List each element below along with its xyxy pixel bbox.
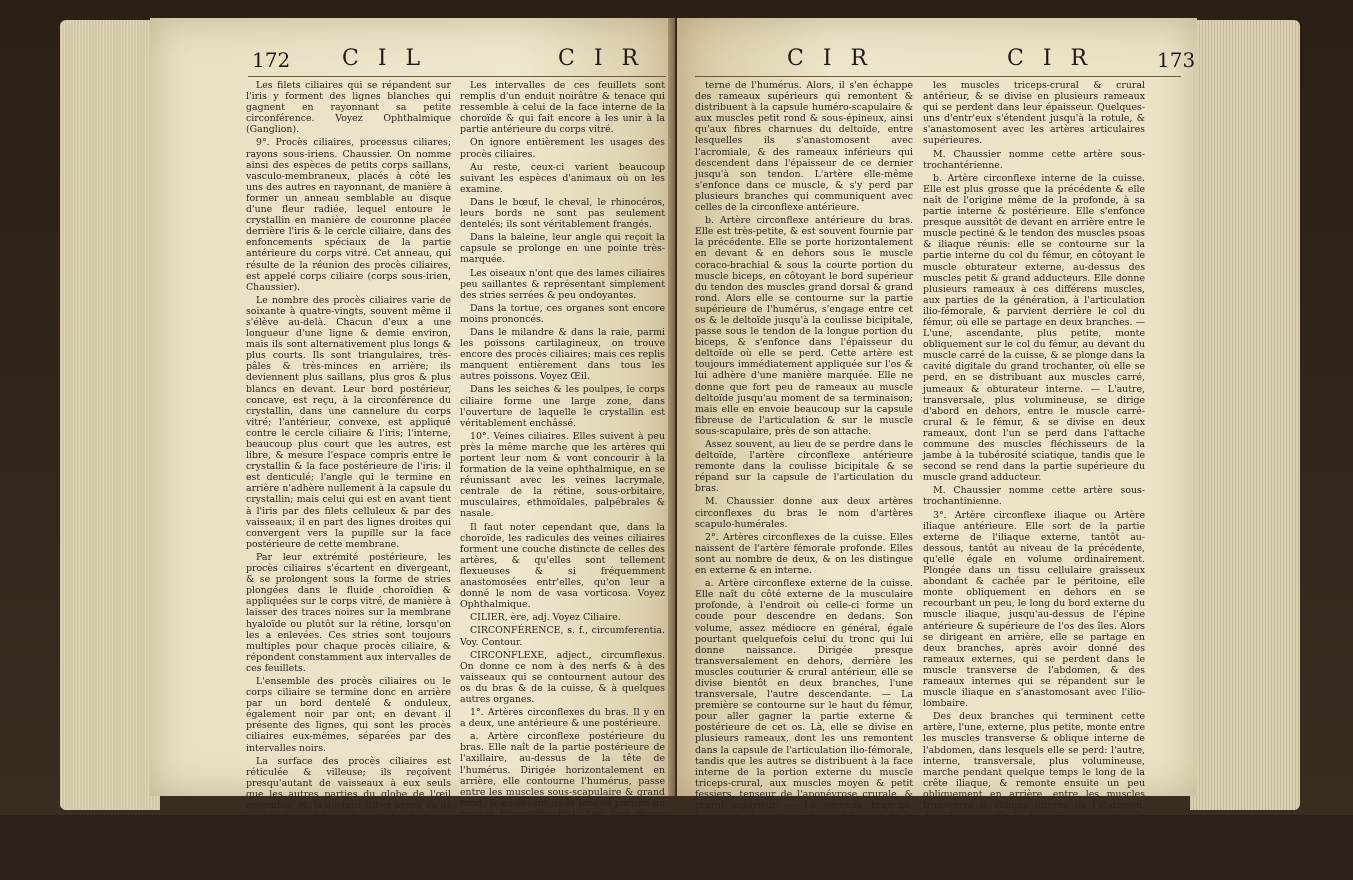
paragraph: b. Artère circonflexe antérieure du bras. Elle est très-petite, & est souvent fournie par la précédente. Elle se porte horizontalement en devant & en dehors sous le muscle coraco-brachial & sous la courte portion du muscle biceps, en côtoyant le bord supérieur du tendon des muscles grand dorsal & grand rond. Alors elle se contourne sur la partie supérieure de l'humérus, s'engage entre cet os & le deltoïde jusqu'à la coulisse bicipitale, passe sous le tendon de la longue portion du biceps, & s'enfonce dans l'épaisseur du deltoïde où elle se perd. Cette artère est toujours immédiatement appliquée sur l'os & lui adhère d'une manière marquée. Elle ne donne que fort peu de rameaux au muscle deltoïde jusqu'au moment de sa terminaison; mais elle en envoie beaucoup sur la capsule fibreuse de l'articulation & sur le muscle sous-scapulaire, près de son attache. [695,215,913,437]
paragraph: Dans les seiches & les poulpes, le corps ciliaire forme une large zone, dans l'ouverture de laquelle le crystallin est véritablement enchâssé. [460,384,665,429]
paragraph: M. Chaussier nomme cette artère sous-trochantinienne. [923,485,1145,508]
paragraph: Les intervalles de ces feuillets sont remplis d'un enduit noirâtre & tenace qui ressemble à celui de la face interne de la choroïde & qui fait encore à les unir à la partie antérieure du corps vitré. [460,80,665,136]
paragraph: b. Artère circonflexe interne de la cuisse. Elle est plus grosse que la précédente & elle naît de l'origine même de la profonde, à sa partie interne & postérieure. Elle s'enfonce presque aussitôt de devant en arrière entre le muscle pectiné & le tendon des muscles psoas & iliaque réunis: elle se contourne sur la partie interne du col du fémur, en côtoyant le muscle obturateur externe, au-dessus des muscles petit & grand adducteurs. Elle donne plusieurs rameaux à ces différens muscles, aux parties de la génération, à l'articulation ilio-fémorale, & parvient derrière le col du fémur, où elle se partage en deux branches. — L'une, ascendante, plus petite, monte obliquement sur le col du fémur, au devant du muscle carré de la cuisse, & se plonge dans la cavité digitale du grand trochanter, où elle se perd, en se distribuant aux muscles carré, jumeaux & obturateur interne. — L'autre, transversale, plus volumineuse, se dirige d'abord en dehors, entre le muscle carré-crural & le fémur, & se divise en deux rameaux, dont l'un se perd dans l'attache commune des muscles fléchisseurs de la jambe à la tubérosité sciatique, tandis que le second se rend dans la partie supérieure du muscle grand adducteur. [923,172,1145,484]
paragraph: terne de l'humérus. Alors, il s'en échappe des rameaux supérieurs qui remontent & distribuent à la capsule huméro-scapulaire & aux muscles petit rond & sous-épineux, ainsi qu'aux fibres charnues du deltoïde, entre lesquelles ils s'anastomosent avec l'acromiale, & des rameaux inférieurs qui descendent dans l'épaisseur de ce dernier jusqu'à son tendon. L'artère elle-même s'enfonce dans ce muscle, & s'y perd par plusieurs branches qui communiquent avec celles de la circonflexe antérieure. [695,80,913,214]
right-page [677,18,1197,834]
paragraph: On ignore entièrement les usages des procès ciliaires. [460,137,665,160]
paragraph: M. Chaussier nomme cette artère sous-trochantérienne. [923,148,1145,171]
running-head: C I R [787,46,874,71]
running-head: C I L [342,46,427,71]
header-rule [695,76,1181,77]
paragraph: Au reste, ceux-ci varient beaucoup suivant les espèces d'animaux où on les examine. [460,161,665,195]
paragraph: a. Artère circonflexe postérieure du bras. Elle naît de la partie postérieure de l'axillaire, au-dessus de la tête de l'humérus. Dirigée horizontalement en arrière, elle contourne l'humérus, passe entre les muscles sous-scapulaire & grand rond, & au-devant de la longue portion du muscle triceps-brachial. Elle leur donne quelques rameaux, puis elle s'enfonce sous le deltoïde, & parvient à la partie antérieure & ex- [460,731,665,854]
header-rule [248,76,666,77]
text-column [460,80,665,854]
text-column [246,80,451,880]
paragraph: CIRCONFLEXE, adject., circumflexus. On donne ce nom à des nerfs & à des vaisseaux qui se contournent autour des os du bras & de la cuisse, & à quelques autres organes. [460,649,665,705]
paragraph: Il faut noter cependant que, dans la choroïde, les radicules des veines ciliaires forment une couche distincte de celles des artères, & qu'elles sont tellement flexueuses & si fréquemment anastomosées entr'elles, qu'on leur a donné le nom de vasa vorticosa. Voyez Ophthalmique. [460,521,665,611]
paragraph: 1°. Artères circonflexes du bras. Il y en a deux, une antérieure & une postérieure. [460,707,665,730]
paragraph: 9°. Procès ciliaires, processus ciliares; rayons sous-iriens. Chaussier. On nomme ainsi des espèces de petits corps saillans, vasculo-membraneux, placés à côté les uns des autres en rayonnant, de manière à former un anneau semblable au disque d'une fleur radiée, lequel entoure le crystallin en manière de couronne placée derrière l'iris & le cercle ciliaire, dans des enfoncements spéciaux de la partie antérieure du corps vitré. Cet anneau, qui résulte de la réunion des procès ciliaires, est appelé corps ciliaire (corps sous-irien, Chaussier). [246,137,451,293]
paragraph: CILIER, ère, adj. Voyez Ciliaire. [470,612,621,624]
text-column [695,80,913,834]
paragraph: M. Chaussier donne aux deux artères circonflexes du bras le nom d'artères scapulo-humérales. [695,496,913,530]
paragraph: Dans la tortue, ces organes sont encore moins prononcés. [460,302,665,325]
paragraph: CIRCONFÉRENCE, s. f., circumferentia. Voy. Contour. [460,625,665,648]
paragraph: On n'y a point encore découvert de vaisseaux lymphatiques. [246,857,451,880]
page-edges-left [60,20,160,810]
page-number: 173 [1157,48,1196,72]
page-edges-right [1190,20,1300,810]
paragraph: Les filets ciliaires qui se répandent sur l'iris y forment des lignes blanches qui gagnent en rayonnant sa petite circonférence. Voyez Ophthalmique (Ganglion). [246,80,451,136]
paragraph: L'ensemble des procès ciliaires ou le corps ciliaire se termine donc en arrière par un bord dentelé & onduleux, également noir par ont; en devant il présente des lignes, qui sont les procès ciliaires eux-mêmes, séparées par des intervalles noirs. [246,675,451,754]
paragraph: a. Artère circonflexe externe de la cuisse. Elle naît du côté externe de la musculaire profonde, à l'endroit où celle-ci forme un coude pour descendre en dedans. Son volume, assez médiocre en général, égale pourtant quelquefois celui du tronc qui lui donne naissance. Dirigée presque transversalement en dehors, derrière les muscles couturier & crural antérieur, elle se divise bientôt en deux branches, l'une transversale, l'autre descendante. — La première se contourne sur le haut du fémur, pour aller gagner la partie externe & postérieure de cet os. Là, elle se divise en plusieurs rameaux, dont les uns remontent dans la capsule de l'articulation ilio-fémorale, tandis que les autres se distribuent à la face interne de la portion externe du muscle triceps-crural, aux muscles moyen & petit fessiers, tenseur de l'aponévrose crurale, & crural antérieur. — La seconde branche, beaucoup plus grosse, descend le long de la partie antérieure de la cuisse, entre [695,578,913,834]
running-head: C I R [1007,46,1094,71]
running-head: C I R [558,46,645,71]
paragraph: Dans la baleine, leur angle qui reçoit la capsule se prolonge en une pointe très-marquée. [460,232,665,266]
paragraph: 10°. Veines ciliaires. Elles suivent à peu près la même marche que les artères qui portent leur nom & vont concourir à la formation de la veine ophthalmique, en se réunissant avec les veines lacrymale, centrale de la rétine, sous-orbitaire, musculaires, ethmoïdales, palpébrales & nasale. [460,430,665,520]
paragraph: 3°. Artère circonflexe iliaque ou Artère iliaque antérieure. Elle sort de la partie externe de l'iliaque externe, tantôt au-dessous, tantôt au niveau de la précédente, qu'elle égale en volume ordinairement. Plongée dans un tissu cellulaire graisseux abondant & cachée par le péritoine, elle monte obliquement en dehors en se recourbant un peu, le long du bord externe du muscle iliaque, jusqu'au-dessus de l'épine antérieure & supérieure de l'os des îles. Alors se dirigeant en arrière, elle se partage en deux branches, après avoir donné des rameaux externes, qui se perdent dans le muscle transverse de l'abdomen, & des rameaux internes qui se répandent sur le muscle iliaque en s'anastomosant avec l'ilio-lombaire. [923,509,1145,710]
page-number: 172 [252,48,291,72]
paragraph: 2°. Artères circonflexes de la cuisse. Elles naissent de l'artère fémorale profonde. Elles sont au nombre de deux, & on les distingue en externe & en interne. [695,531,913,577]
text-column [923,80,1145,834]
paragraph: Des deux branches qui terminent cette artère, l'une, externe, plus petite, monte entre les muscles transverse & oblique interne de l'abdomen, dans lesquels elle se perd: l'autre, interne, transversale, plus volumineuse, marche pendant quelque temps le long de la crête iliaque, & remonte ensuite un peu obliquement en arrière, entre les muscles transverse & oblique interne de l'abdomen, dans lesquels elle se divise, ainsi que dans le grand [923,711,1145,834]
paragraph: Dans le milandre & dans la raie, parmi les poissons cartilagineux, on trouve encore des procès ciliaires; mais ces replis manquent entièrement dans tous les autres poissons. Voyez Œil. [460,326,665,383]
paragraph: Assez souvent, au lieu de se perdre dans le deltoïde, l'artère circonflexe antérieure remonte dans la coulisse bicipitale & se répand sur la capsule de l'articulation du bras. [695,439,913,495]
paragraph: Le nombre des procès ciliaires varie de soixante à quatre-vingts, souvent même il s'élève au-delà. Chacun d'eux a une longueur d'une ligne & demie environ, mais ils sont alternativement plus longs & plus courts. Ils sont triangulaires, très-pâles & très-minces en arrière; ils deviennent plus saillans, plus gros & plus blancs en devant. Leur bord postérieur, concave, est reçu, à la circonférence du crystallin, dans une cannelure du corps vitré; l'antérieur, convexe, est appliqué contre le cercle ciliaire & l'iris; l'interne, beaucoup plus court que les autres, est libre, & mesure l'espace compris entre le crystallin & la face postérieure de l'iris: il est denticulé; l'angle qui le termine en arrière n'adhère nullement à la capsule du crystallin; mais celui qui est en avant tient à l'iris par des filets celluleux & par des vaisseaux; il en part des lignes droites qui convergent vers la pupille sur la face postérieure de cette membrane. [246,294,451,550]
paragraph: Les oiseaux n'ont que des lames ciliaires peu saillantes & représentant simplement des stries serrées & peu ondoyantes. [460,267,665,301]
paragraph: les muscles triceps-crural & crural antérieur, & se divise en plusieurs rameaux qui se perdent dans leur épaisseur. Quelques-uns d'entr'eux s'étendent jusqu'à la rotule, & s'anastomosent avec les artères articulaires supérieures. [923,80,1145,147]
paragraph: Dans le bœuf, le cheval, le rhinocéros, leurs bords ne sont pas seulement dentelés; ils sont véritablement frangés. [460,196,665,231]
paragraph: Par leur extrémité postérieure, les procès ciliaires s'écartent en divergeant, & se prolongent sous la forme de stries plongées dans le fluide choroïdien & appliquées sur le corps vitré, de manière à laisser des traces noires sur la membrane hyaloïde ou plutôt sur la rétine, lorsqu'on les a enlevées. Ces stries sont toujours multiples pour chaque procès ciliaire, & répondent constamment aux intervalles de ces feuillets. [246,551,451,674]
paragraph: La surface des procès ciliaires est réticulée & villeuse; ils reçoivent presqu'autant de vaisseaux à eux seuls que les autres parties du globe de l'œil ensemble. M. le docteur Bibes pense qu'ils sont destinés à la production des humeurs de l'œil. Leurs artères viennent des ciliaires courtes; leurs veines vont se jeter dans les vasa vorticosa de la choroïde. [246,755,451,856]
left-page [150,18,675,880]
